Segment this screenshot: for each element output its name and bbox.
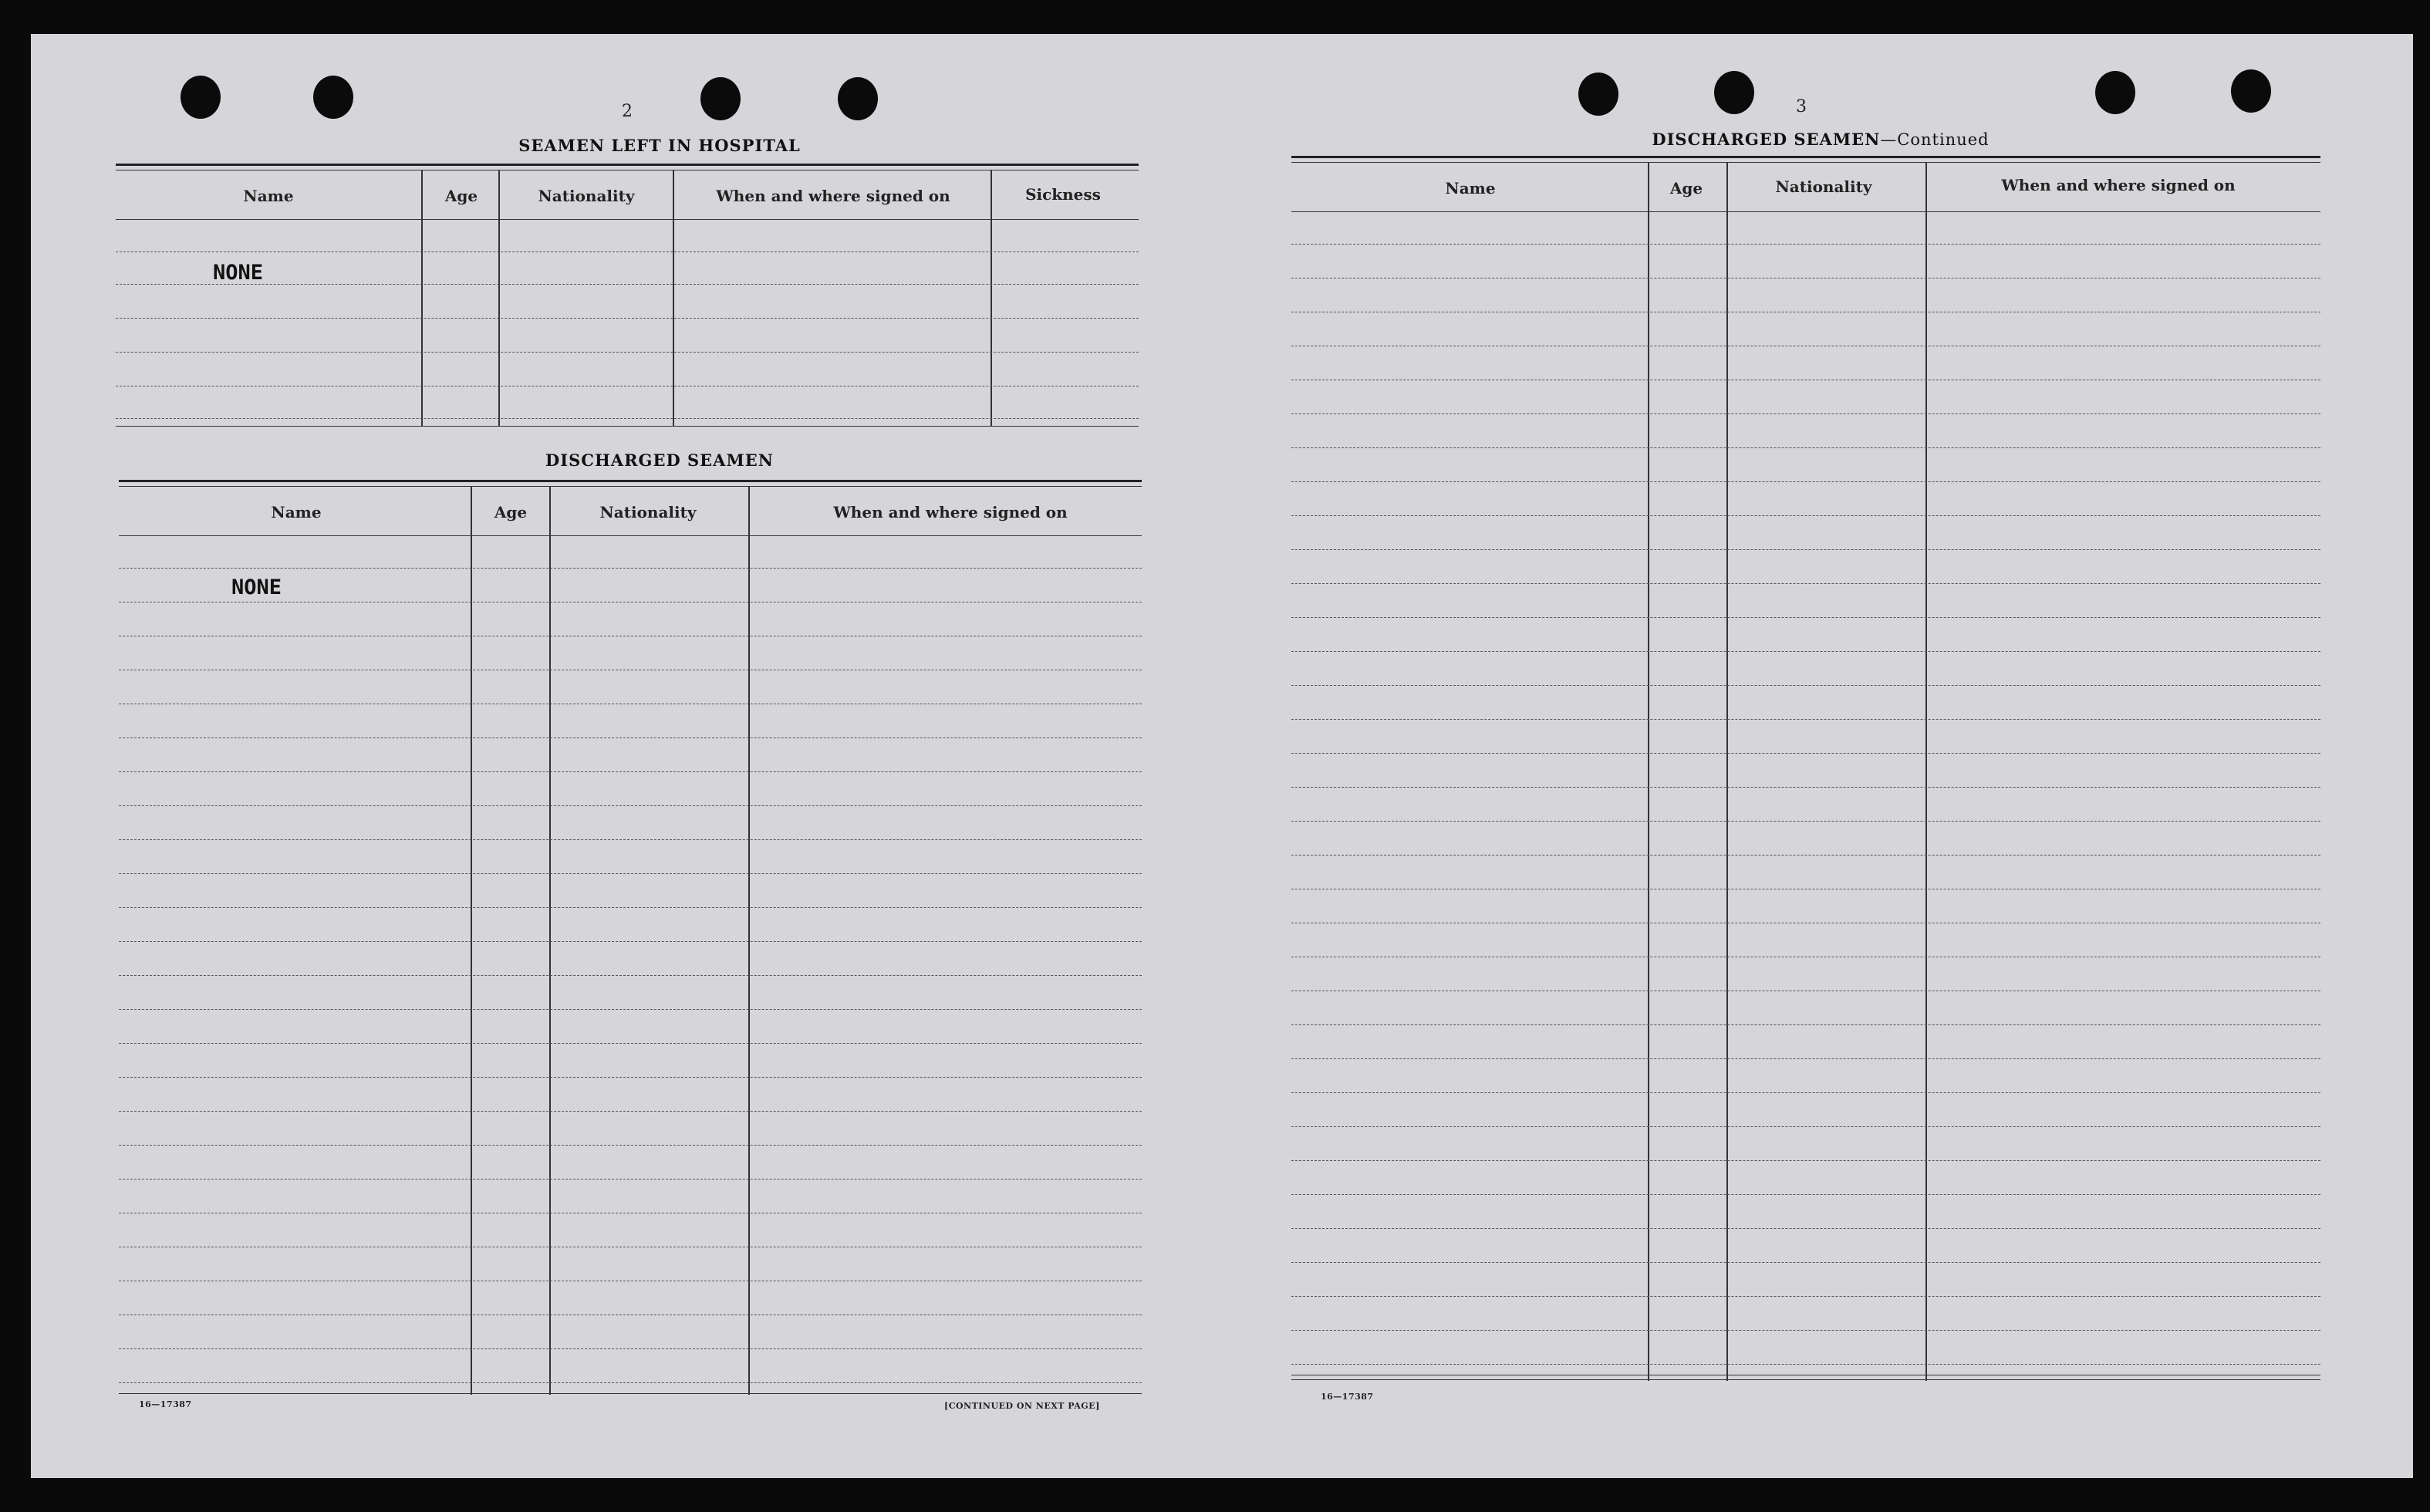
punch-hole (838, 77, 878, 120)
punch-hole (1578, 73, 1618, 116)
right-page-title (1620, 130, 2021, 149)
hospital-entry: NONE (213, 261, 264, 285)
column-header-name: Name (271, 503, 322, 521)
column-header-sickness: Sickness (1025, 185, 1101, 204)
column-header-age: Age (1669, 179, 1703, 197)
form-sheet (31, 34, 2413, 1478)
punch-hole (181, 76, 221, 119)
column-header-signed-on: When and where signed on (2001, 176, 2236, 194)
page-number-left: 2 (622, 102, 633, 121)
punch-hole (2095, 71, 2135, 114)
punch-hole (313, 76, 353, 119)
column-header-signed-on: When and where signed on (833, 503, 1068, 521)
discharged-entry: NONE (231, 575, 282, 599)
punch-hole (1714, 71, 1754, 114)
page-number-right: 3 (1796, 97, 1807, 116)
discharged-table (119, 480, 1142, 1433)
column-header-age: Age (444, 187, 478, 205)
column-header-nationality: Nationality (1775, 177, 1872, 196)
discharged-continued-table (1291, 156, 2320, 1421)
right-title-suffix: —Continued (1880, 130, 1990, 149)
hospital-table (116, 164, 1139, 463)
column-header-nationality: Nationality (538, 187, 635, 205)
hospital-section-title: SEAMEN LEFT IN HOSPITAL (518, 136, 801, 155)
column-header-name: Name (1445, 179, 1496, 197)
right-title-main: DISCHARGED SEAMEN (1652, 130, 1881, 149)
column-header-nationality: Nationality (599, 503, 697, 521)
column-header-signed-on: When and where signed on (716, 187, 950, 205)
column-header-name: Name (243, 187, 294, 205)
form-number-right: 16—17387 (1321, 1392, 1374, 1402)
column-header-age: Age (494, 503, 528, 521)
punch-hole (2231, 69, 2271, 113)
punch-hole (700, 77, 741, 120)
continued-note: [CONTINUED ON NEXT PAGE] (944, 1401, 1100, 1411)
form-number-left: 16—17387 (139, 1399, 192, 1409)
discharged-section-title: DISCHARGED SEAMEN (545, 451, 774, 470)
